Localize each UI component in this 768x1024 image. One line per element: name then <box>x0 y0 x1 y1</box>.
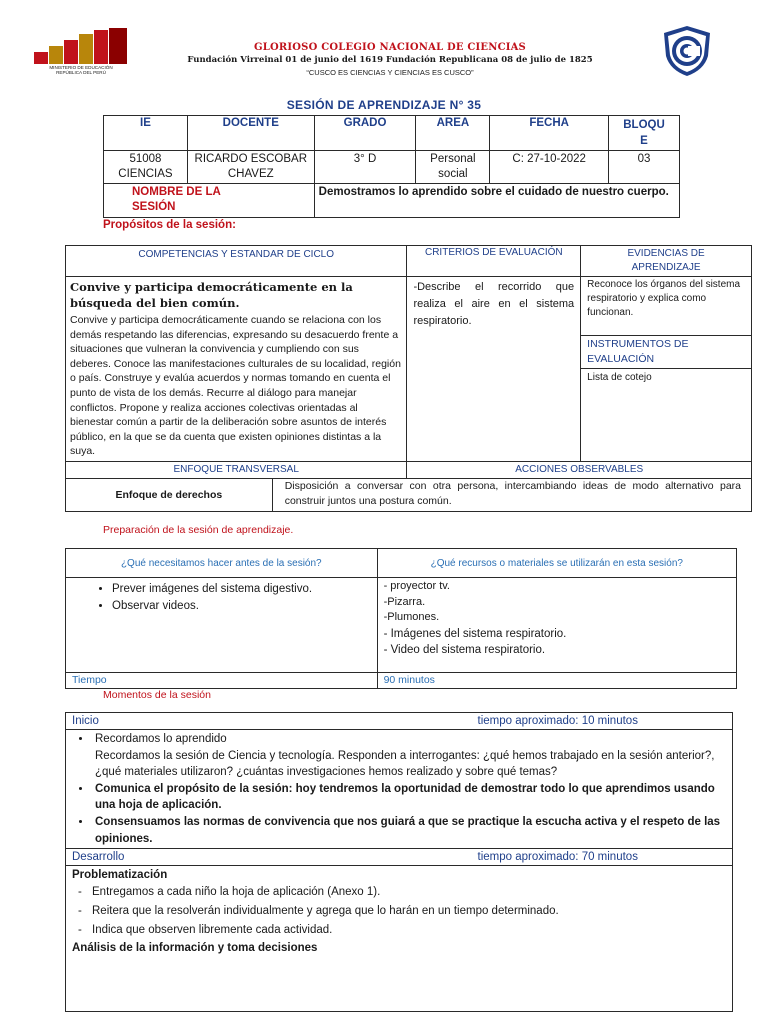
inicio-time: tiempo aproximado: 10 minutos <box>477 715 638 727</box>
purposes-label: Propósitos de la sesión: <box>103 219 236 231</box>
problematizacion-title: Problematización <box>72 869 168 882</box>
inicio-item-text: Recordamos la sesión de Ciencia y tecnología. Responden a interrogantes: ¿qué hemos trabajado en la sesión anterior?, ¿qué materiales utilizaron? ¿cuántas investigaciones hemos realizado y sobre qué temas? <box>95 749 715 779</box>
inicio-item: • Consensuamos las normas de convivencia que nos guiará a que se practique la escucha activa y el respeto de las opiniones. <box>92 814 726 847</box>
inicio-list <box>72 731 726 847</box>
bloque-label-l2: E <box>640 135 648 147</box>
desarrollo-time: tiempo aproximado: 70 minutos <box>477 851 638 864</box>
before-cell <box>66 578 378 673</box>
session-name-label-l1: NOMBRE DE LA <box>132 186 221 198</box>
school-motto: “CUSCO ES CIENCIAS Y CIENCIAS ES CUSCO” <box>306 68 474 77</box>
competency-cell <box>66 277 407 462</box>
session-info-table <box>103 115 680 218</box>
session-info-header <box>104 116 680 151</box>
bloque-value: 03 <box>609 151 680 184</box>
preparation-table <box>65 548 737 689</box>
analisis-title: Análisis de la información y toma decisiones <box>72 942 318 955</box>
inicio-row <box>66 730 733 849</box>
school-shield-logo <box>660 24 714 78</box>
instrument-cell: Lista de cotejo <box>581 369 752 462</box>
col-ie: IE <box>104 116 188 151</box>
area-value <box>416 151 490 184</box>
competency-text: Convive y participa democráticamente cuando se relaciona con los demás respetando las diferencias, expresando su desacuerdo frente a situaciones que vulneran la convivencia y cumpliendo con sus deberes. Conoce las manifestaciones culturales de su localidad, región o país. Construye y evalúa acuerdos y normas tomando en cuenta el punto de vista de los demás. Recurre al diálogo para manejar conflictos. Propone y realiza acciones colectivas orientadas al bienestar común a partir de la deliberación sobre asuntos de interés público, en la que se da cuenta que existen opiniones distintas a la suya. <box>70 314 401 458</box>
col-docente: DOCENTE <box>187 116 314 151</box>
desarrollo-list <box>72 883 726 940</box>
desarrollo-item: - Reitera que la resolverán individualmente y agrega que lo harán en un tiempo determinado. <box>92 902 726 921</box>
inicio-label: Inicio <box>72 715 99 727</box>
material-item: - proyector tv. <box>383 580 450 592</box>
desarrollo-item: - Entregamos a cada niño la hoja de aplicación (Anexo 1). <box>92 883 726 902</box>
moments-label: Momentos de la sesión <box>103 689 211 701</box>
time-row <box>66 673 737 689</box>
before-item: • Observar videos. <box>112 598 371 615</box>
ministry-caption-1: MINISTERIO DE EDUCACIÓN <box>49 65 113 70</box>
school-name: GLORIOSO COLEGIO NACIONAL DE CIENCIAS <box>254 42 526 53</box>
area-l2: social <box>438 168 468 180</box>
enfoque-cell: Enfoque de derechos <box>66 478 273 511</box>
inicio-item: • Comunica el propósito de la sesión: hoy tendremos la oportunidad de demostrar todo lo que aprendimos usando una hoja de aplicación. <box>92 781 726 814</box>
material-item: - Imágenes del sistema respiratorio. <box>383 627 567 640</box>
desarrollo-header <box>66 849 733 866</box>
preparation-row <box>66 578 737 673</box>
session-name-label <box>104 184 315 218</box>
session-name: Demostramos lo aprendido sobre el cuidado de nuestro cuerpo. <box>314 184 679 218</box>
col-acciones: ACCIONES OBSERVABLES <box>407 461 752 478</box>
session-name-row <box>104 184 680 218</box>
enfoque-row <box>66 478 752 511</box>
inicio-item-title: • Recordamos lo aprendido <box>95 733 227 745</box>
inicio-header <box>66 713 733 730</box>
docente-l2: CHAVEZ <box>227 168 274 180</box>
purposes-row <box>66 277 752 336</box>
ie-value <box>104 151 188 184</box>
col-enfoque: ENFOQUE TRANSVERSAL <box>66 461 407 478</box>
criterion-cell: -Describe el recorrido que realiza el aire en el sistema respiratorio. <box>407 277 581 462</box>
material-item: -Plumones. <box>383 611 440 623</box>
enfoque-header <box>66 461 752 478</box>
col-fecha: FECHA <box>490 116 609 151</box>
material-item: -Pizarra. <box>383 595 426 608</box>
desarrollo-blank <box>72 957 726 1009</box>
competency-title: Convive y participa democráticamente en la búsqueda del bien común. <box>70 280 353 310</box>
moments-table <box>65 712 733 1012</box>
before-list <box>72 581 371 615</box>
docente-value <box>187 151 314 184</box>
session-name-label-l2: SESIÓN <box>132 201 176 213</box>
question-materials: ¿Qué recursos o materiales se utilizarán en esta sesión? <box>377 549 736 578</box>
shield-icon <box>660 24 714 78</box>
desarrollo-item: - Indica que observen libremente cada actividad. <box>92 921 726 940</box>
instruments-header-l1: INSTRUMENTOS DE <box>587 338 689 350</box>
purposes-table <box>65 245 752 512</box>
col-criterios: CRITERIOS DE EVALUACIÓN <box>407 246 581 277</box>
col-grado: GRADO <box>314 116 416 151</box>
ministry-logo <box>32 28 130 74</box>
instruments-header-l2: EVALUACIÓN <box>587 353 655 365</box>
col-evidencias <box>581 246 752 277</box>
accion-cell: Disposición a conversar con otra persona, intercambiando ideas de modo alternativo para construir juntos una postura común. <box>272 478 751 511</box>
ie-l2: CIENCIAS <box>118 168 173 180</box>
ie-l1: 51008 <box>129 153 162 165</box>
before-item: • Prever imágenes del sistema digestivo. <box>112 581 371 598</box>
col-evidencias-l2: APRENDIZAJE <box>631 262 701 273</box>
col-evidencias-l1: EVIDENCIAS DE <box>627 248 705 259</box>
preparation-header <box>66 549 737 578</box>
col-bloque <box>609 116 680 151</box>
instruments-header <box>581 336 752 369</box>
col-competencias: COMPETENCIAS Y ESTANDAR DE CICLO <box>66 246 407 277</box>
docente-l1: RICARDO ESCOBAR <box>194 153 307 165</box>
purposes-header <box>66 246 752 277</box>
col-area: AREA <box>416 116 490 151</box>
area-l1: Personal <box>430 153 476 165</box>
fecha-value: C: 27-10-2022 <box>490 151 609 184</box>
desarrollo-label: Desarrollo <box>72 851 125 864</box>
school-foundation: Fundación Virreinal 01 de junio del 1619 Fundación Republicana 08 de julio de 1825 <box>187 55 593 65</box>
time-value: 90 minutos <box>377 673 736 689</box>
evidence-cell: Reconoce los órganos del sistema respiratorio y explica como funcionan. <box>581 277 752 336</box>
materials-cell <box>377 578 736 673</box>
desarrollo-row <box>66 866 733 1012</box>
time-label: Tiempo <box>66 673 378 689</box>
material-item: - Video del sistema respiratorio. <box>383 643 546 656</box>
session-title: SESIÓN DE APRENDIZAJE N° 35 <box>286 98 482 112</box>
session-info-row <box>104 151 680 184</box>
grado-value: 3° D <box>314 151 416 184</box>
preparation-label: Preparación de la sesión de aprendizaje. <box>103 524 294 536</box>
bloque-label-l1: BLOQU <box>623 119 665 131</box>
inicio-item <box>92 731 726 781</box>
question-before: ¿Qué necesitamos hacer antes de la sesión? <box>66 549 378 578</box>
ministry-caption-2: REPÚBLICA DEL PERÚ <box>56 70 106 75</box>
